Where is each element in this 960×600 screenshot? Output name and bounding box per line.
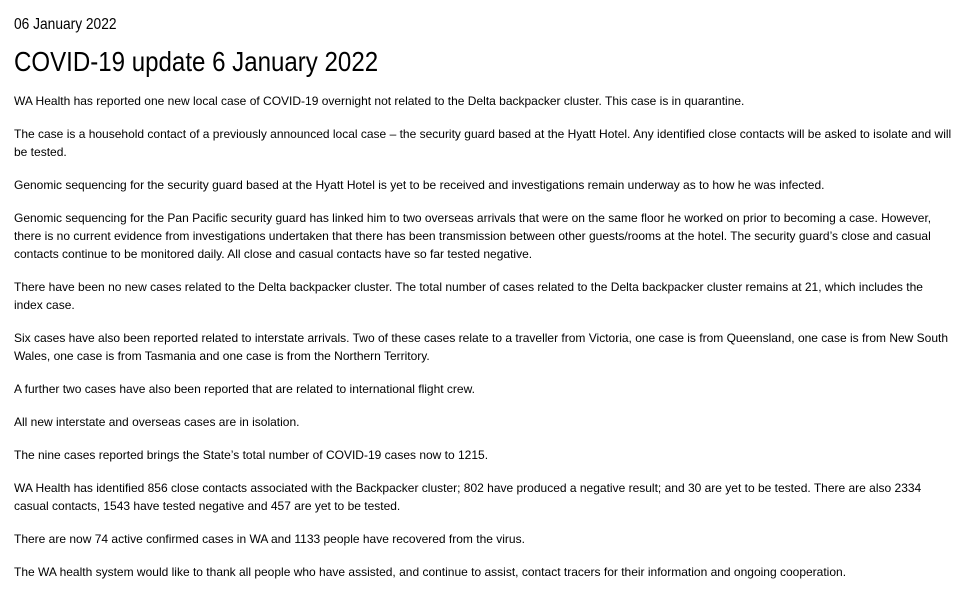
- paragraph-9: The nine cases reported brings the State’s total number of COVID-19 cases now to 1215.: [14, 448, 489, 462]
- article-date: 06 January 2022: [14, 16, 117, 33]
- paragraph-7: A further two cases have also been reported that are related to international flight crew.: [14, 382, 475, 396]
- paragraph-11: There are now 74 active confirmed cases in WA and 1133 people have recovered from the virus.: [14, 532, 525, 546]
- paragraph-5: There have been no new cases related to the Delta backpacker cluster. The total number of cases related to the Delta backpacker cluster remains at 21, which includes the index case.: [14, 280, 923, 312]
- paragraph-2: The case is a household contact of a previously announced local case – the security guard based at the Hyatt Hotel. Any identified close contacts will be asked to isolate and will be tested.: [14, 127, 952, 159]
- paragraph-10: WA Health has identified 856 close contacts associated with the Backpacker cluster; 802 have produced a negative result; and 30 are yet to be tested. There are also 2334 casual contacts, 1543 have tested negative and 457 are yet to be tested.: [14, 481, 922, 513]
- article-title: COVID-19 update 6 January 2022: [14, 46, 379, 77]
- paragraph-1: WA Health has reported one new local case of COVID-19 overnight not related to the Delta backpacker cluster. This case is in quarantine.: [14, 94, 745, 108]
- paragraph-3: Genomic sequencing for the security guard based at the Hyatt Hotel is yet to be received and investigations remain underway as to how he was infected.: [14, 178, 825, 192]
- paragraph-6: Six cases have also been reported related to interstate arrivals. Two of these cases relate to a traveller from Victoria, one case is from Queensland, one case is from New South Wales, one case is from Tasmania and one case is from the Northern Territory.: [14, 331, 949, 363]
- paragraph-12: The WA health system would like to thank all people who have assisted, and continue to assist, contact tracers for their information and ongoing cooperation.: [14, 565, 847, 579]
- paragraph-4: Genomic sequencing for the Pan Pacific security guard has linked him to two overseas arrivals that were on the same floor he worked on prior to becoming a case. However, there is no current evidence from investigations undertaken that there has been transmission between other guests/rooms at the hotel. The security guard’s close and casual contacts continue to be monitored daily. All close and casual contacts have so far tested negative.: [14, 211, 932, 261]
- article-body: [14, 92, 954, 581]
- paragraph-8: All new interstate and overseas cases are in isolation.: [14, 415, 300, 429]
